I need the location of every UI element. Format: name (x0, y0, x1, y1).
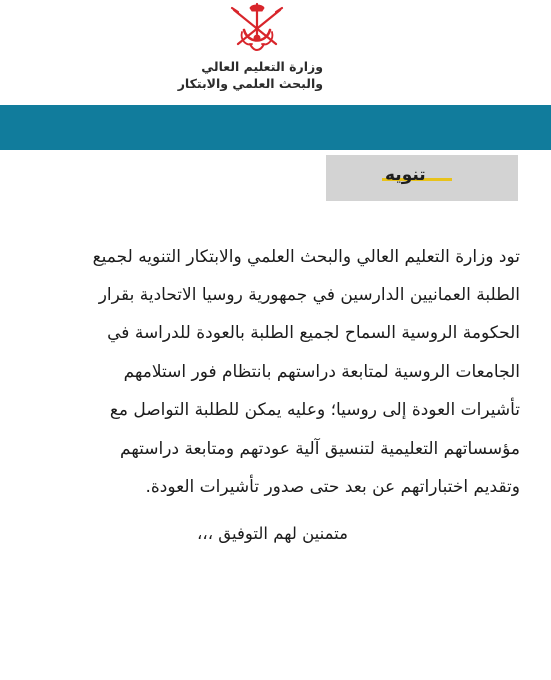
body-line-3: الحكومة الروسية السماح لجميع الطلبة بالعودة للدراسة في (107, 323, 520, 343)
notice-title: تنويه (385, 165, 426, 185)
ministry-name-line1: وزارة التعليم العالي (201, 59, 323, 74)
body-line-4: الجامعات الروسية لمتابعة دراستهم بانتظام فور استلامهم (123, 362, 520, 382)
oman-emblem-icon (228, 0, 286, 54)
body-line-7: وتقديم اختباراتهم عن بعد حتى صدور تأشيرات العودة. (145, 477, 520, 497)
closing-line: متمنين لهم التوفيق ،،، (197, 524, 348, 543)
body-line-2: الطلبة العمانيين الدارسين في جمهورية روسيا الاتحادية بقرار (98, 285, 520, 305)
body-line-1: تود وزارة التعليم العالي والبحث العلمي والابتكار التنويه لجميع (92, 247, 520, 267)
header-band (0, 105, 551, 150)
ministry-name (178, 58, 323, 92)
ministry-name-line2: والبحث العلمي والابتكار (177, 76, 323, 91)
body-line-6: مؤسساتهم التعليمية لتنسيق آلية عودتهم ومتابعة دراستهم (120, 439, 520, 459)
body-line-5: تأشيرات العودة إلى روسيا؛ وعليه يمكن للطلبة التواصل مع (109, 400, 520, 420)
